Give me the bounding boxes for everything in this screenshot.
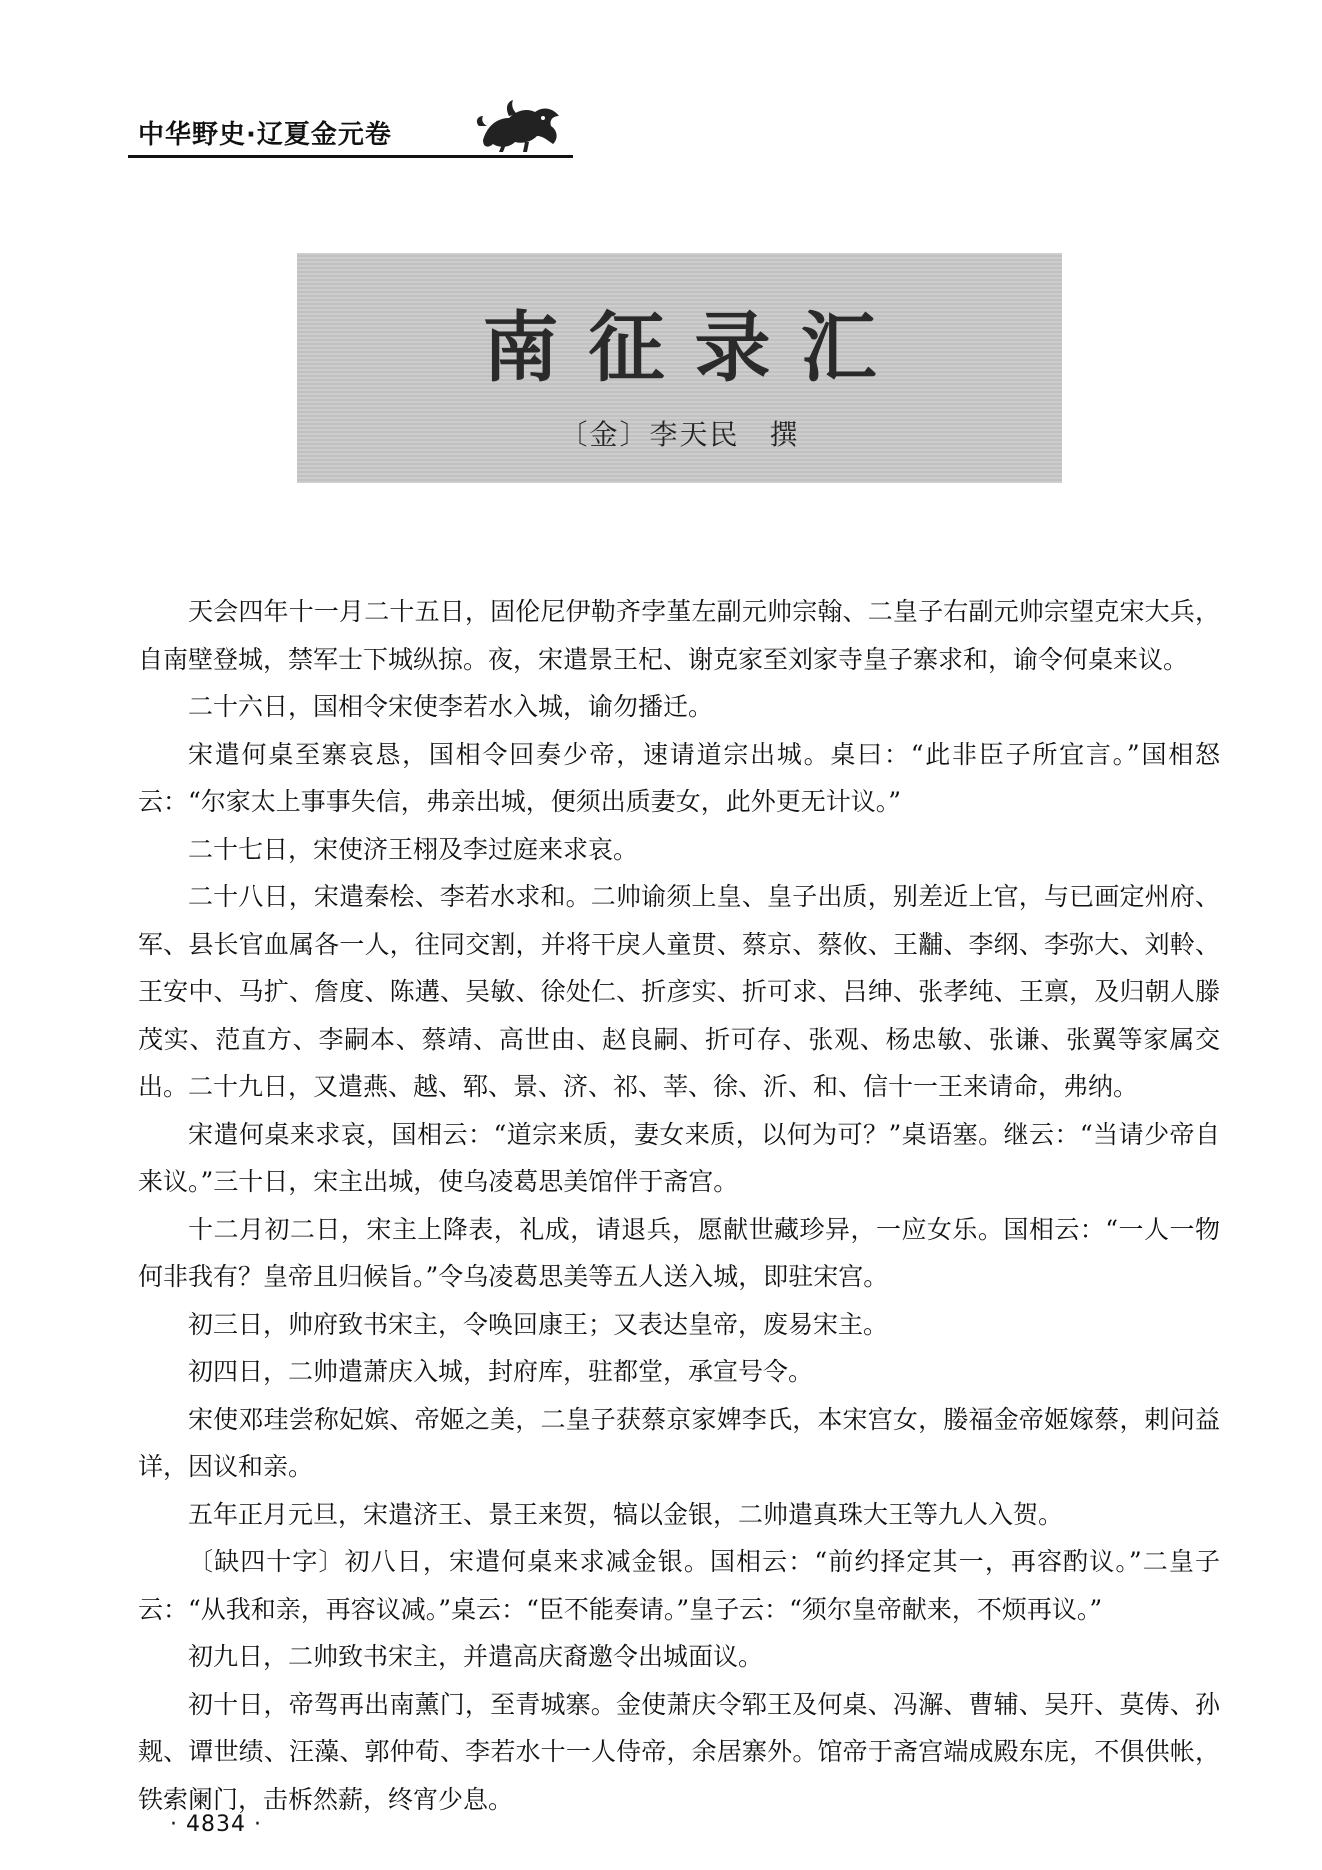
qilin-icon [473,96,568,154]
paragraph: 宋遣何桌来求哀，国相云：“道宗来质，妻女来质，以何为可？”桌语塞。继云：“当请少帝自来议。”三十日，宋主出城，使乌凌葛思美馆伴于斋宫。 [138,1119,1220,1196]
paragraph: 初十日，帝驾再出南薰门，至青城寨。金使萧庆令郓王及何桌、冯澥、曹辅、吴幵、莫俦、孙觌、谭世绩、汪藻、郭仲荀、李若水十一人侍帝，余居寨外。馆帝于斋宫端成殿东庑，不俱供帐，铁索阑门，击柝然薪，终宵少息。 [138,1689,1220,1814]
series-title: 中华野史·辽夏金元卷 [138,120,392,150]
paragraph: 十二月初二日，宋主上降表，礼成，请退兵，愿献世藏珍异，一应女乐。国相云：“一人一物何非我有？皇帝且归候旨。”令乌凌葛思美等五人送入城，即驻宋宫。 [138,1214,1220,1291]
page-number: · 4834 · [170,1812,262,1837]
paragraph: 二十六日，国相令宋使李若水入城，谕勿播迁。 [188,692,714,721]
paragraph: 宋遣何桌至寨哀恳，国相令回奏少帝，速请道宗出城。桌曰：“此非臣子所宜言。”国相怒云：“尔家太上事事失信，弗亲出城，便须出质妻女，此外更无计议。” [138,739,1220,816]
author-line: 〔金〕李天民 撰 [559,418,800,451]
chapter-title: 南征录汇 [482,303,907,392]
paragraph: 初三日，帅府致书宋主，令唤回康王；又表达皇帝，废易宋主。 [188,1309,889,1339]
header-rule [128,155,573,158]
paragraph: 天会四年十一月二十五日，固伦尼伊勒齐孛堇左副元帅宗翰、二皇子右副元帅宗望克宋大兵，自南壁登城，禁军士下城纵掠。夜，宋遣景王杞、谢克家至刘家寺皇子寨求和，谕令何桌来议。 [138,597,1220,674]
paragraph: 初九日，二帅致书宋主，并遣高庆裔邀令出城面议。 [188,1642,764,1671]
running-header [128,102,573,162]
paragraph: 二十七日，宋使济王栩及李过庭来求哀。 [188,834,639,864]
paragraph: 初四日，二帅遣萧庆入城，封府库，驻都堂，承宣号令。 [188,1357,814,1386]
paragraph: 宋使邓珪尝称妃嫔、帝姬之美，二皇子获蔡京家婢李氏，本宋宫女，媵福金帝姬嫁蔡，剌问益详，因议和亲。 [138,1404,1220,1481]
paragraph: 二十八日，宋遣秦桧、李若水求和。二帅谕须上皇、皇子出质，别差近上官，与已画定州府、军、县长官血属各一人，往同交割，并将干戾人童贯、蔡京、蔡攸、王黼、李纲、李弥大、刘軨、王安中、马扩、詹度、陈遘、吴敏、徐处仁、折彦实、折可求、吕绅、张孝纯、王禀，及归朝人滕茂实、范直方、李嗣本、蔡靖、高世由、赵良嗣、折可存、张观、杨忠敏、张谦、张翼等家属交出。二十九日，又遣燕、越、郓、景、济、祁、莘、徐、沂、和、信十一王来请命，弗纳。 [138,882,1220,1101]
paragraph: 〔缺四十字〕初八日，宋遣何桌来求减金银。国相云：“前约择定其一，再容酌议。”二皇子云：“从我和亲，再容议减。”桌云：“臣不能奏请。”皇子云：“须尔皇帝献来，不烦再议。” [138,1547,1220,1624]
title-block [297,253,1062,483]
paragraph: 五年正月元旦，宋遣济王、景王来贺，犒以金银，二帅遣真珠大王等九人入贺。 [188,1499,1064,1529]
body-text [138,588,1220,1823]
